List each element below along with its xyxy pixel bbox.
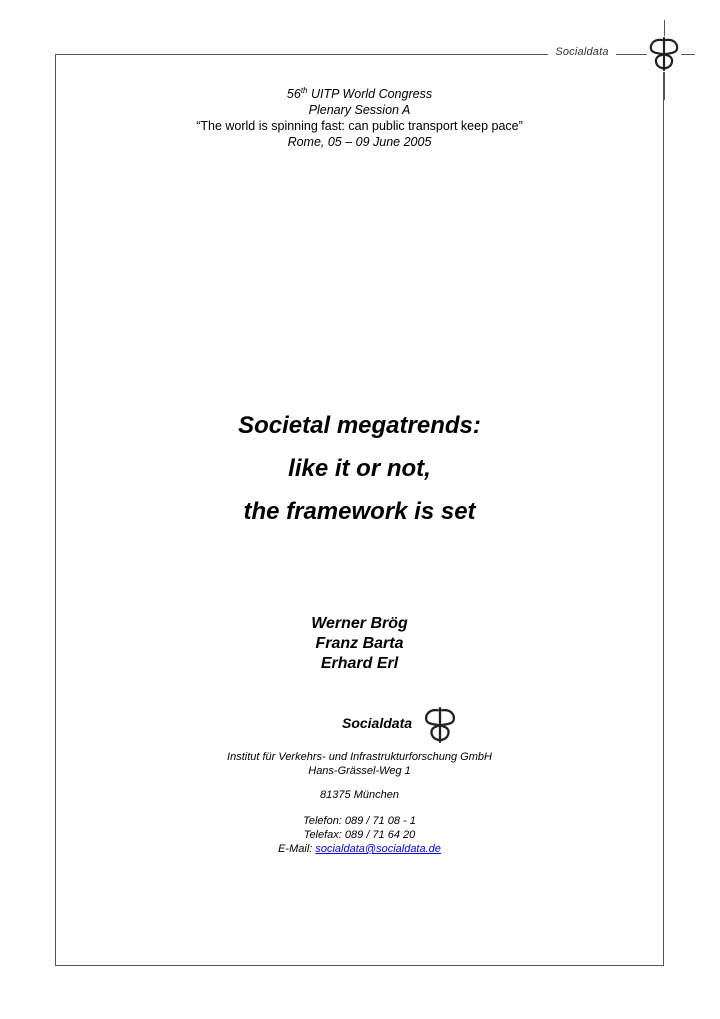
title-line-1: Societal megatrends: (238, 412, 481, 439)
edition-number: 56 (286, 87, 301, 101)
brand-name: Socialdata (555, 46, 609, 58)
organization-name: Socialdata (341, 715, 413, 731)
author-name: Erhard Erl (320, 655, 399, 672)
street-address: Hans-Grässel-Weg 1 (308, 765, 411, 777)
phone-number: Telefon: 089 / 71 08 - 1 (303, 815, 416, 827)
author-name: Werner Brög (311, 615, 408, 632)
institute-name: Institut für Verkehrs- und Infrastrukturforschung GmbH (227, 751, 492, 763)
title-line-3: the framework is set (243, 498, 476, 525)
session-quote: “The world is spinning fast: can public transport keep pace” (196, 119, 523, 133)
organization-row (55, 706, 664, 742)
edition-suffix: th (300, 86, 308, 95)
document-title (55, 404, 664, 533)
city-address: 81375 München (320, 789, 399, 801)
email-line (55, 842, 664, 856)
congress-name: UITP World Congress (307, 87, 433, 101)
session-name: Plenary Session A (308, 103, 411, 117)
brand-rule-right (616, 54, 647, 55)
fax-number: Telefax: 089 / 71 64 20 (303, 829, 416, 841)
author-list (55, 614, 664, 674)
congress-header (55, 86, 664, 150)
author-name: Franz Barta (315, 635, 404, 652)
socialdata-logo-icon (647, 36, 681, 72)
email-link[interactable]: socialdata@socialdata.de (315, 843, 441, 855)
socialdata-logo-icon (422, 706, 458, 744)
location-date: Rome, 05 – 09 June 2005 (287, 135, 432, 149)
brand-rule-left (540, 54, 548, 55)
congress-line (55, 86, 664, 102)
contact-address (55, 750, 664, 856)
email-label: E-Mail: (278, 843, 316, 855)
title-line-2: like it or not, (288, 455, 431, 482)
brand-rule-far-right (681, 54, 695, 55)
